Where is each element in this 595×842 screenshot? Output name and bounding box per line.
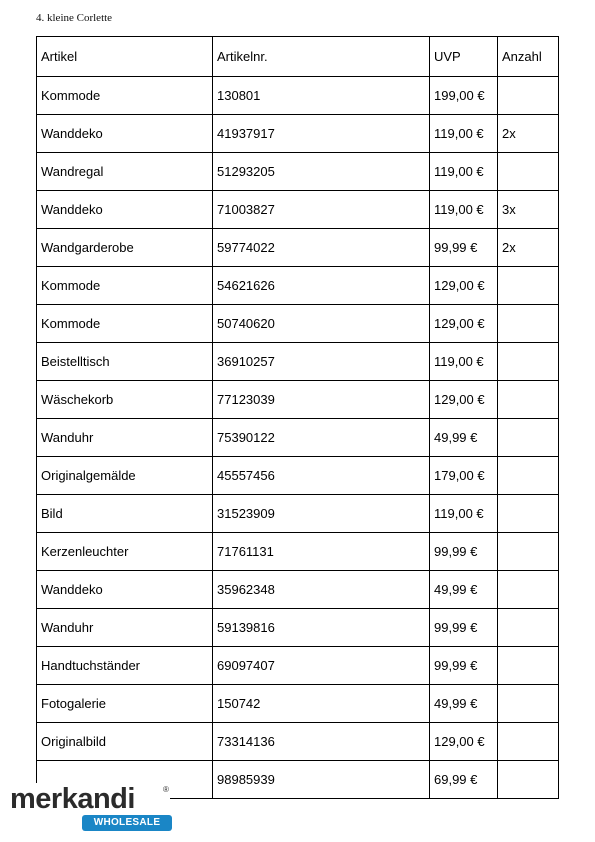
table-row [37, 381, 559, 419]
cell-artikel: Wandregal [37, 153, 213, 191]
cell-uvp: 49,99 € [430, 419, 498, 457]
cell-artikel: Originalbild [37, 723, 213, 761]
cell-uvp: 119,00 € [430, 153, 498, 191]
cell-anzahl [498, 685, 559, 723]
merkandi-logo [10, 783, 170, 833]
table-row [37, 343, 559, 381]
cell-uvp: 119,00 € [430, 343, 498, 381]
cell-anzahl: 3x [498, 191, 559, 229]
cell-uvp: 119,00 € [430, 191, 498, 229]
cell-artikel: Handtuchständer [37, 647, 213, 685]
table-row [37, 647, 559, 685]
cell-artikel: Wanduhr [37, 609, 213, 647]
table-row [37, 419, 559, 457]
table-header-row [37, 37, 559, 77]
cell-uvp: 119,00 € [430, 115, 498, 153]
cell-anzahl [498, 457, 559, 495]
cell-artikel: Wandgarderobe [37, 229, 213, 267]
cell-artikelnr: 50740620 [213, 305, 430, 343]
cell-artikel: Wanddeko [37, 191, 213, 229]
cell-artikelnr: 71003827 [213, 191, 430, 229]
cell-artikelnr: 75390122 [213, 419, 430, 457]
table-row [37, 115, 559, 153]
cell-artikelnr: 130801 [213, 77, 430, 115]
cell-anzahl [498, 609, 559, 647]
cell-anzahl [498, 533, 559, 571]
cell-artikel: Wanddeko [37, 571, 213, 609]
table-row [37, 533, 559, 571]
cell-anzahl [498, 495, 559, 533]
cell-artikelnr: 71761131 [213, 533, 430, 571]
cell-artikelnr: 36910257 [213, 343, 430, 381]
header-uvp: UVP [430, 37, 498, 77]
cell-artikel: Kommode [37, 267, 213, 305]
cell-uvp: 129,00 € [430, 381, 498, 419]
cell-artikel: Wanddeko [37, 115, 213, 153]
cell-anzahl [498, 419, 559, 457]
cell-artikelnr: 69097407 [213, 647, 430, 685]
logo-wordmark: merkandi [10, 783, 135, 815]
table-row [37, 609, 559, 647]
cell-uvp: 129,00 € [430, 305, 498, 343]
cell-artikelnr: 150742 [213, 685, 430, 723]
table-row [37, 267, 559, 305]
cell-artikelnr: 98985939 [213, 761, 430, 799]
cell-artikel: Beistelltisch [37, 343, 213, 381]
cell-uvp: 99,99 € [430, 229, 498, 267]
header-artikelnr: Artikelnr. [213, 37, 430, 77]
table-row [37, 685, 559, 723]
items-table [36, 36, 559, 799]
cell-anzahl [498, 647, 559, 685]
cell-artikel: Kommode [37, 77, 213, 115]
cell-artikelnr: 51293205 [213, 153, 430, 191]
table-row [37, 191, 559, 229]
table-row [37, 153, 559, 191]
table-row [37, 77, 559, 115]
cell-anzahl [498, 381, 559, 419]
cell-anzahl [498, 305, 559, 343]
cell-anzahl [498, 153, 559, 191]
cell-artikel: Kommode [37, 305, 213, 343]
header-anzahl: Anzahl [498, 37, 559, 77]
cell-artikelnr: 31523909 [213, 495, 430, 533]
cell-artikelnr: 59139816 [213, 609, 430, 647]
cell-uvp: 129,00 € [430, 267, 498, 305]
cell-anzahl [498, 571, 559, 609]
cell-anzahl [498, 77, 559, 115]
table-row [37, 571, 559, 609]
table-row [37, 305, 559, 343]
cell-uvp: 99,99 € [430, 647, 498, 685]
cell-artikel: Originalgemälde [37, 457, 213, 495]
cell-anzahl [498, 761, 559, 799]
cell-anzahl: 2x [498, 229, 559, 267]
logo-badge: WHOLESALE [82, 815, 172, 831]
cell-uvp: 49,99 € [430, 571, 498, 609]
header-artikel: Artikel [37, 37, 213, 77]
cell-artikelnr: 73314136 [213, 723, 430, 761]
cell-uvp: 199,00 € [430, 77, 498, 115]
table-row [37, 723, 559, 761]
cell-anzahl [498, 723, 559, 761]
cell-artikelnr: 59774022 [213, 229, 430, 267]
cell-artikelnr: 54621626 [213, 267, 430, 305]
cell-artikel: Bild [37, 495, 213, 533]
table-row [37, 495, 559, 533]
cell-anzahl: 2x [498, 115, 559, 153]
table-row [37, 457, 559, 495]
page-heading: 4. kleine Corlette [36, 12, 113, 24]
cell-artikel: Wäschekorb [37, 381, 213, 419]
cell-artikel: Wanduhr [37, 419, 213, 457]
cell-artikel: Fotogalerie [37, 685, 213, 723]
logo-registered-mark: ® [163, 785, 169, 794]
cell-uvp: 129,00 € [430, 723, 498, 761]
cell-uvp: 99,99 € [430, 533, 498, 571]
cell-artikel: Kerzenleuchter [37, 533, 213, 571]
cell-artikelnr: 45557456 [213, 457, 430, 495]
cell-anzahl [498, 343, 559, 381]
cell-uvp: 179,00 € [430, 457, 498, 495]
cell-uvp: 49,99 € [430, 685, 498, 723]
cell-artikelnr: 35962348 [213, 571, 430, 609]
table-row [37, 229, 559, 267]
cell-uvp: 119,00 € [430, 495, 498, 533]
cell-artikelnr: 77123039 [213, 381, 430, 419]
cell-uvp: 99,99 € [430, 609, 498, 647]
cell-anzahl [498, 267, 559, 305]
cell-artikelnr: 41937917 [213, 115, 430, 153]
cell-uvp: 69,99 € [430, 761, 498, 799]
